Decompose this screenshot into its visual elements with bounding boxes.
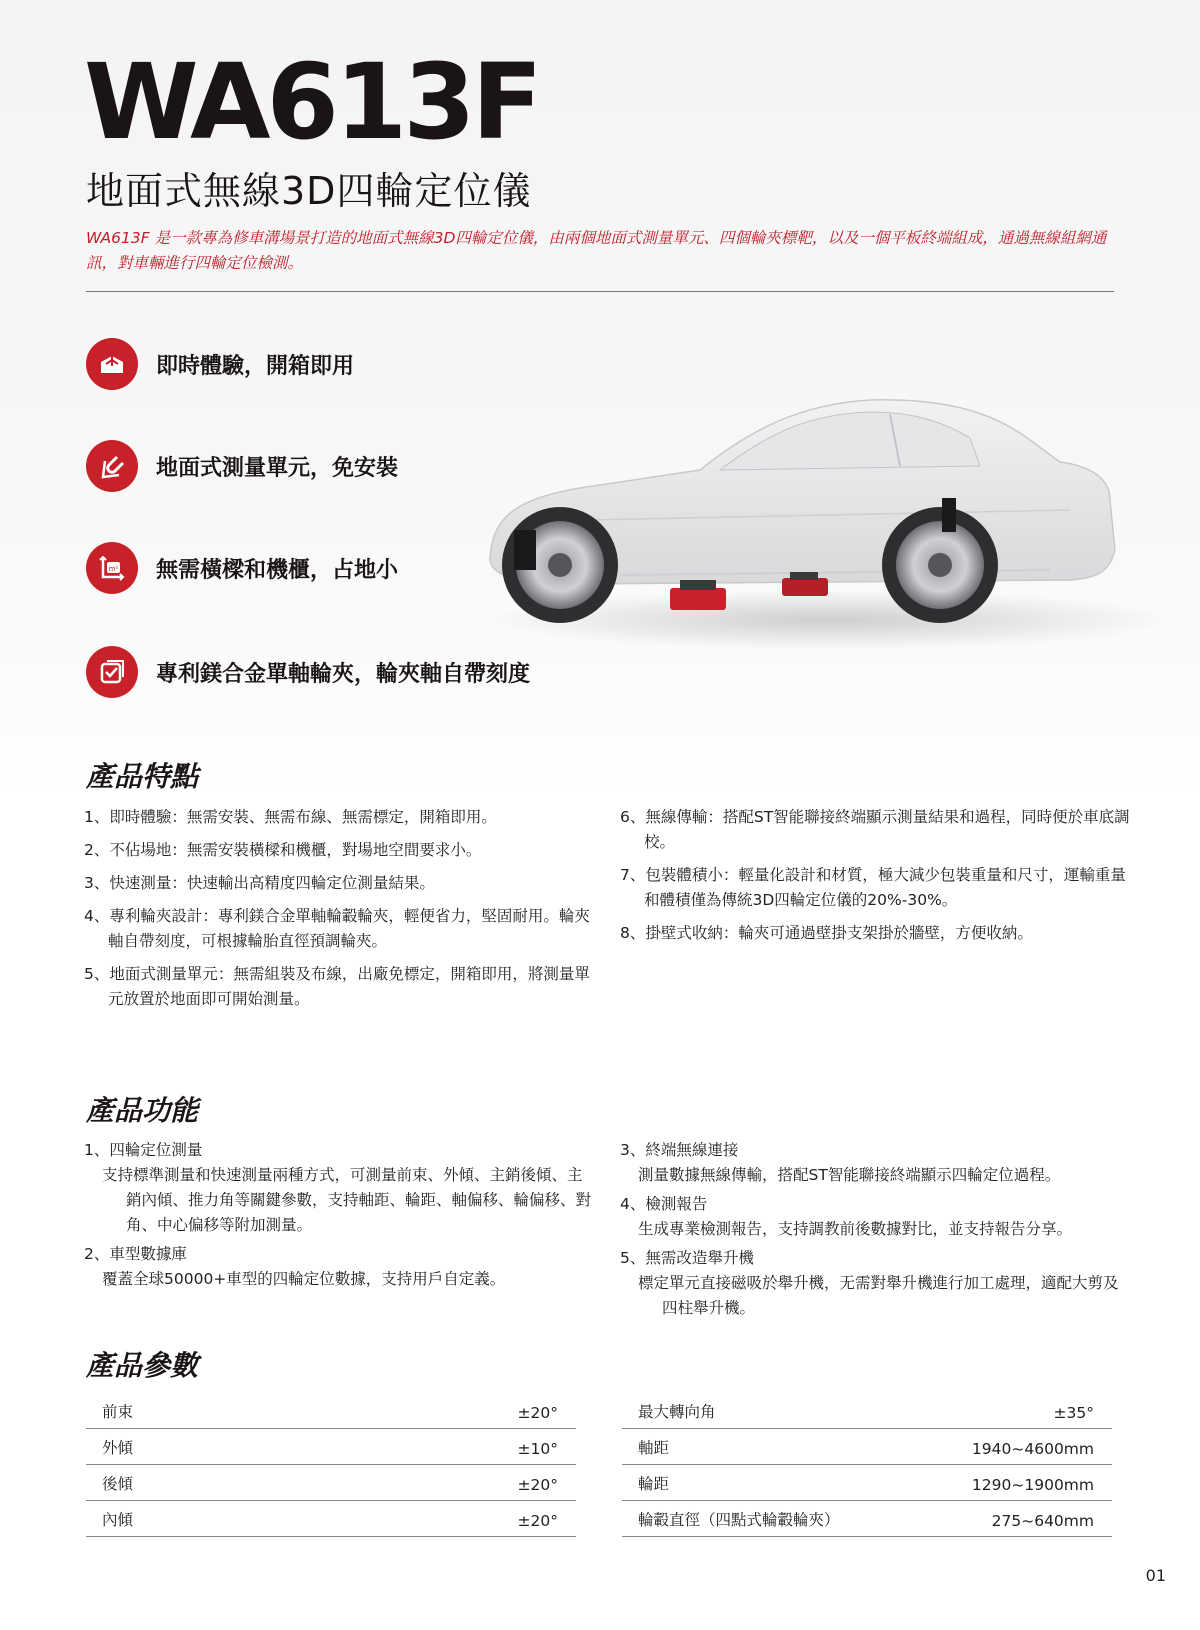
functions-title: 產品功能 [86, 1094, 199, 1127]
list-item: 5、地面式測量單元：無需組裝及布線，出廠免標定，開箱即用，將測量單元放置於地面即可開始測量。 [84, 965, 590, 1008]
param-name: 軸距 [638, 1439, 670, 1457]
magnet-icon [86, 440, 138, 492]
list-item [84, 1138, 594, 1238]
features-title: 產品特點 [86, 760, 199, 793]
param-name: 輪轂直徑（四點式輪轂輪夾） [638, 1511, 840, 1529]
param-value: ±20° [517, 1476, 558, 1494]
param-name: 內傾 [102, 1511, 134, 1529]
table-row [622, 1429, 1112, 1465]
header-divider [86, 291, 1114, 292]
function-body: 生成專業檢測報告，支持調教前後數據對比，並支持報告分享。 [638, 1220, 1073, 1238]
list-item [84, 1242, 594, 1292]
function-head: 4、檢測報告 [620, 1195, 708, 1213]
floor-area-icon [86, 542, 138, 594]
table-row [622, 1465, 1112, 1501]
function-body: 支持標準測量和快速測量兩種方式，可測量前束、外傾、主銷後傾、主銷內傾、推力角等關鍵參數，支持軸距、輪距、軸偏移、輪偏移、對角、中心偏移等附加測量。 [102, 1166, 592, 1234]
params-table-right [622, 1393, 1112, 1537]
page-number: 01 [1145, 1566, 1166, 1585]
highlight-floor-unit [86, 440, 398, 492]
table-row [86, 1465, 576, 1501]
intro-text: WA613F 是一款專為修車溝場景打造的地面式無線3D四輪定位儀，由兩個地面式測量單元、四個輪夾標靶，以及一個平板終端組成，通過無線組網通訊，對車輛進行四輪定位檢測。 [86, 229, 1107, 272]
param-name: 外傾 [102, 1439, 134, 1457]
svg-text:m²: m² [108, 565, 119, 573]
param-value: 275~640mm [991, 1512, 1094, 1530]
param-value: ±35° [1053, 1404, 1094, 1422]
table-row [622, 1393, 1112, 1429]
param-value: ±20° [517, 1404, 558, 1422]
list-item [620, 1192, 1130, 1242]
table-row [86, 1429, 576, 1465]
function-body: 測量數據無線傳輸，搭配ST智能聯接終端顯示四輪定位過程。 [638, 1166, 1061, 1184]
param-value: ±20° [517, 1512, 558, 1530]
functions-left-list [84, 1138, 594, 1296]
param-name: 前束 [102, 1403, 134, 1421]
model-name: WA613F [84, 41, 539, 163]
param-name: 最大轉向角 [638, 1403, 716, 1421]
car-illustration [470, 370, 1180, 670]
list-item: 3、快速測量：快速輸出高精度四輪定位測量結果。 [84, 874, 435, 892]
list-item: 6、無線傳輸：搭配ST智能聯接終端顯示測量結果和過程，同時便於車底調校。 [620, 808, 1130, 851]
highlight-small-footprint [86, 542, 398, 594]
features-right-list [620, 805, 1140, 954]
function-body: 標定單元直接磁吸於舉升機，无需對舉升機進行加工處理，適配大剪及四柱舉升機。 [638, 1274, 1119, 1317]
function-head: 3、終端無線連接 [620, 1141, 739, 1159]
params-table-left [86, 1393, 576, 1537]
list-item [620, 1138, 1130, 1188]
table-row [86, 1501, 576, 1537]
function-head: 5、無需改造舉升機 [620, 1249, 754, 1267]
function-body: 覆蓋全球50000+車型的四輪定位數據，支持用戶自定義。 [102, 1270, 506, 1288]
highlight-label: 地面式測量單元，免安裝 [156, 455, 399, 481]
highlight-instant [86, 338, 354, 390]
features-left-list [84, 805, 604, 1020]
open-box-icon [86, 338, 138, 390]
param-name: 後傾 [102, 1475, 134, 1493]
table-row [622, 1501, 1112, 1537]
list-item: 7、包裝體積小：輕量化設計和材質，極大減少包裝重量和尺寸，運輸重量和體積僅為傳統3D四輪定位儀的20%-30%。 [620, 866, 1126, 909]
param-value: ±10° [517, 1440, 558, 1458]
param-value: 1290~1900mm [971, 1476, 1094, 1494]
highlight-label: 專利鎂合金單軸輪夾，輪夾軸自帶刻度 [156, 661, 531, 687]
function-head: 1、四輪定位測量 [84, 1141, 203, 1159]
list-item: 8、掛壁式收納：輪夾可通過壁掛支架掛於牆壁，方便收納。 [620, 924, 1033, 942]
list-item: 2、不佔場地：無需安裝橫樑和機櫃，對場地空間要求小。 [84, 841, 482, 859]
highlight-label: 無需橫樑和機櫃，占地小 [156, 557, 399, 583]
product-subtitle: 地面式無線3D四輪定位儀 [86, 169, 532, 213]
highlight-label: 即時體驗，開箱即用 [156, 353, 355, 379]
table-row [86, 1393, 576, 1429]
function-head: 2、車型數據庫 [84, 1245, 187, 1263]
list-item: 1、即時體驗：無需安裝、無需布線、無需標定，開箱即用。 [84, 808, 497, 826]
highlight-patent-clamp [86, 646, 530, 698]
param-name: 輪距 [638, 1475, 670, 1493]
functions-right-list [620, 1138, 1130, 1325]
params-title: 產品參數 [86, 1349, 199, 1382]
checkbox-icon [86, 646, 138, 698]
param-value: 1940~4600mm [971, 1440, 1094, 1458]
list-item [620, 1246, 1130, 1321]
list-item: 4、專利輪夾設計：專利鎂合金單軸輪轂輪夾，輕便省力，堅固耐用。輪夾軸自帶刻度，可根據輪胎直徑預調輪夾。 [84, 907, 590, 950]
